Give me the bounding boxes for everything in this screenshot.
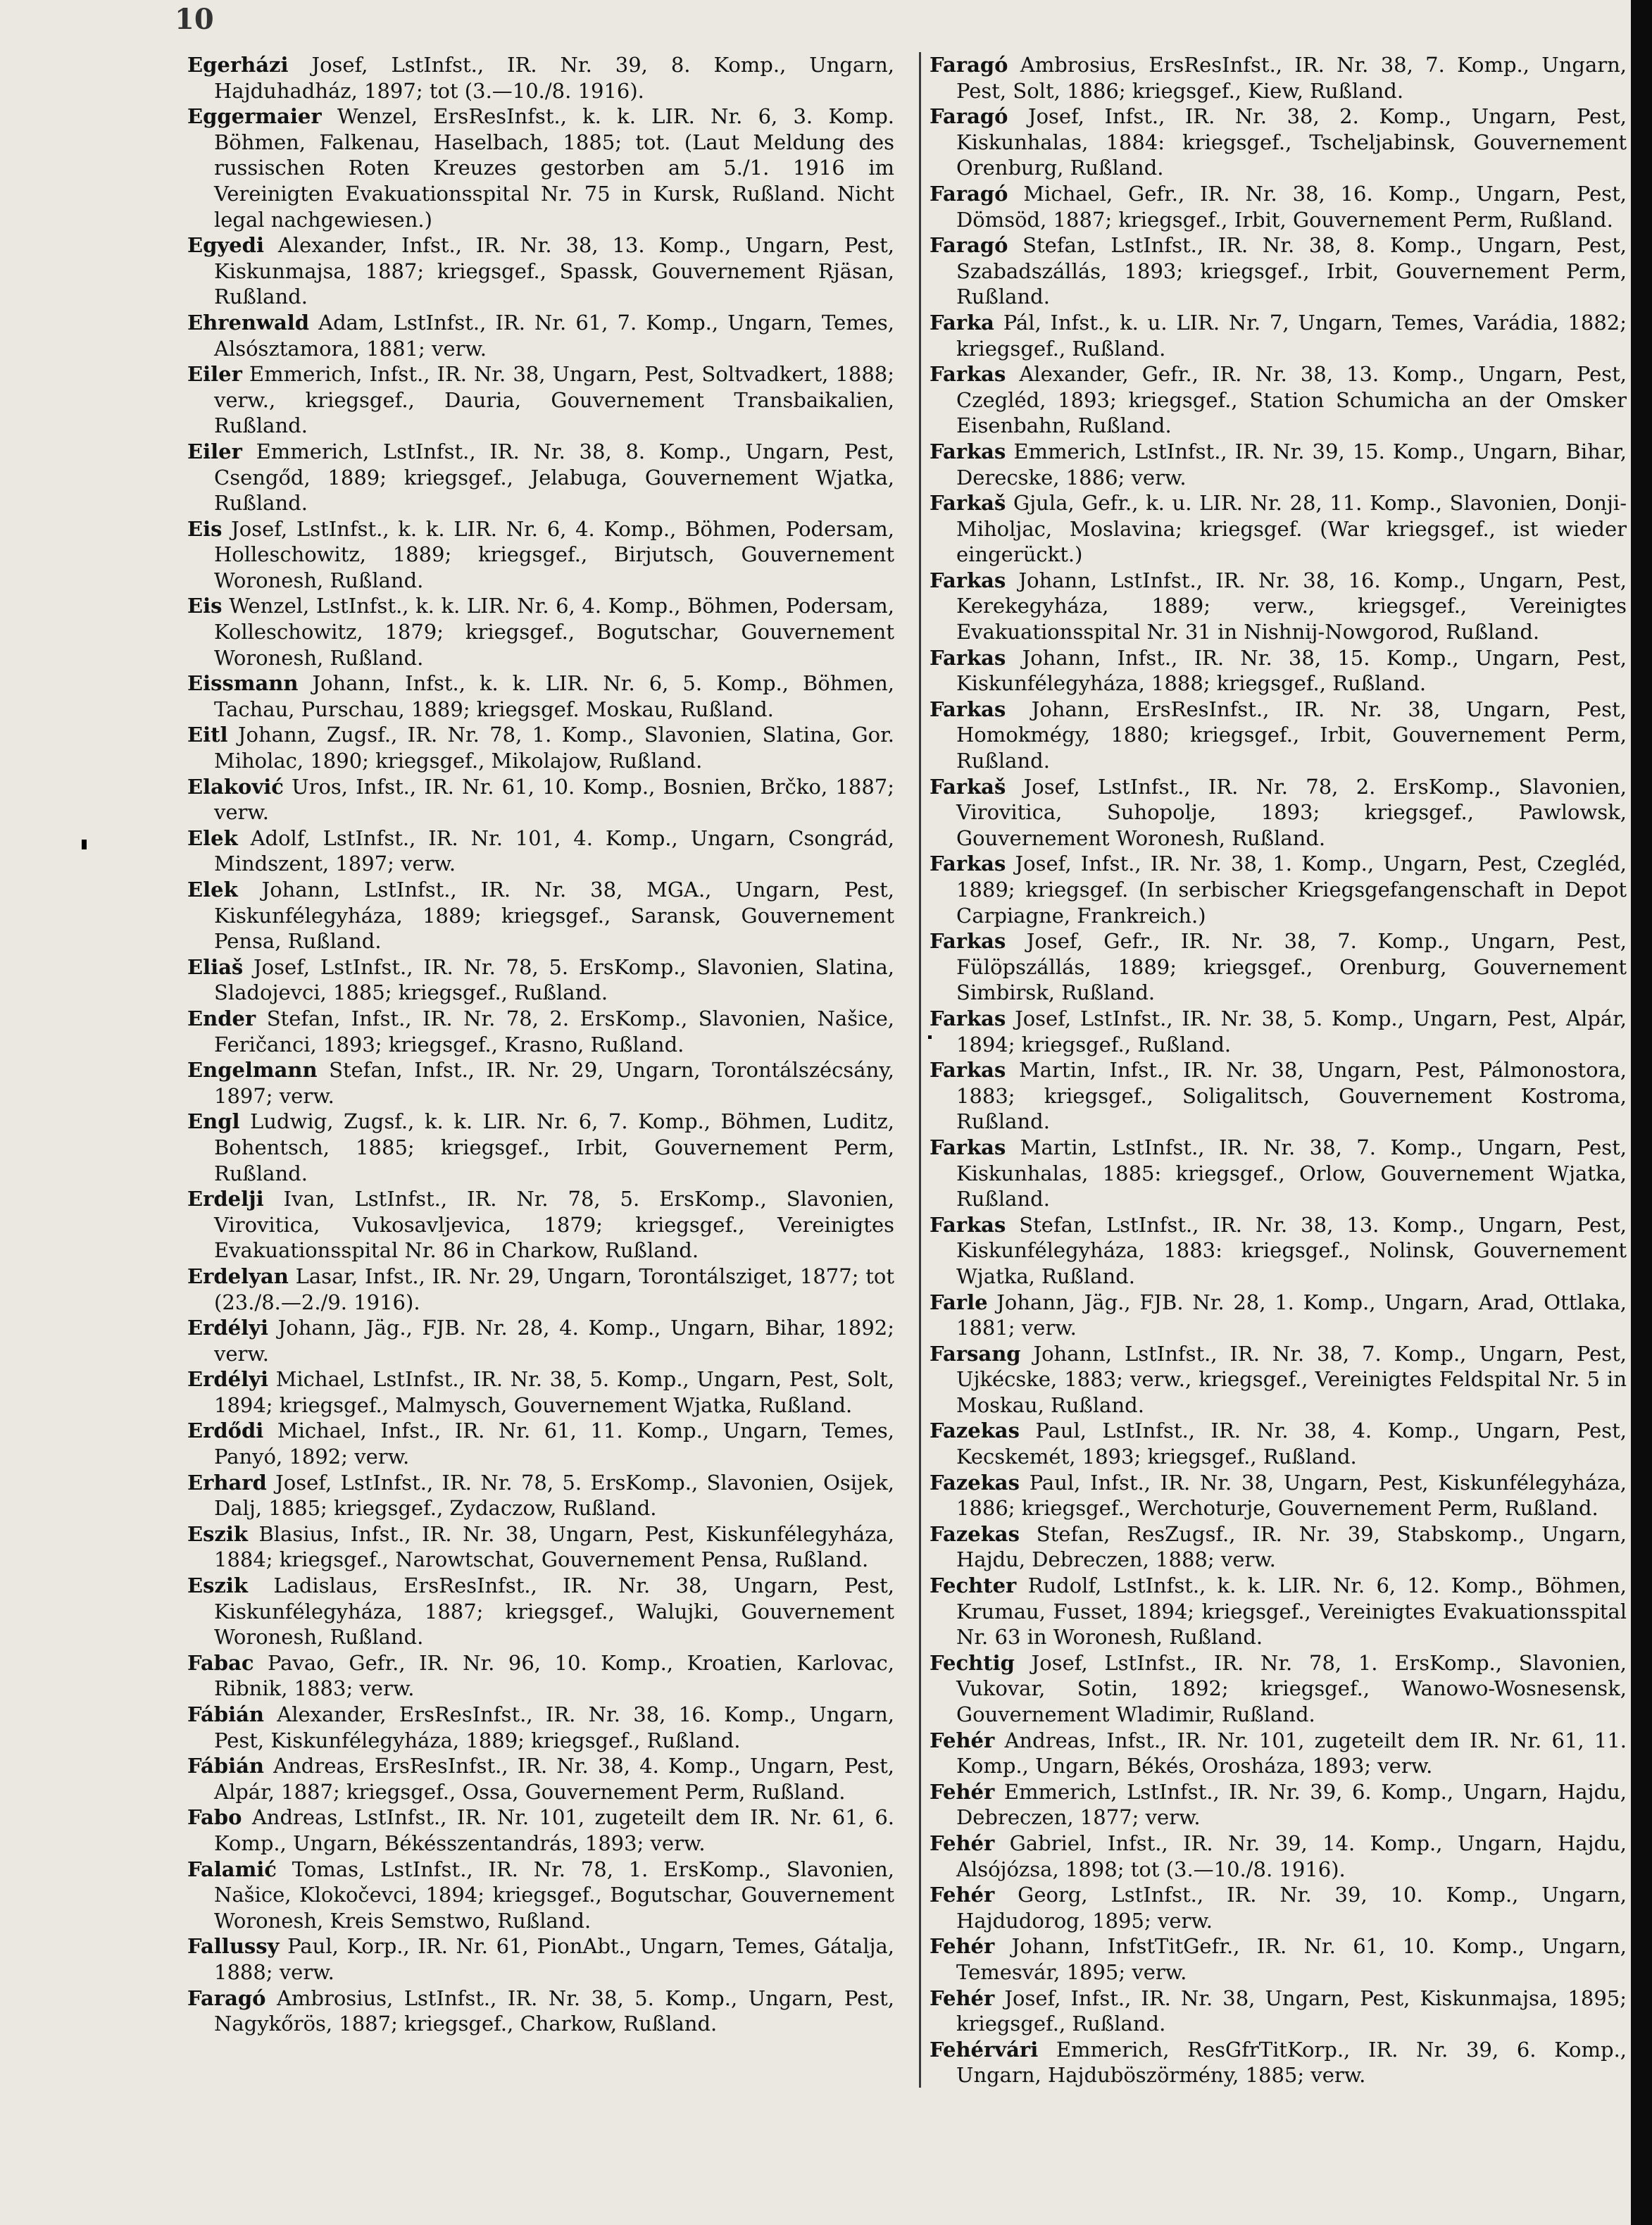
entry-surname: Erdélyi — [187, 1316, 268, 1340]
entry-details: Pavao, Gefr., IR. Nr. 96, 10. Komp., Kroatien, Karlovac, Ribnik, 1883; verw. — [214, 1650, 894, 1701]
register-entry — [930, 1728, 1627, 1779]
register-entry — [930, 361, 1627, 439]
entry-details: Josef, LstInfst., k. k. LIR. Nr. 6, 4. Komp., Böhmen, Podersam, Holleschowitz, 1889; kriegsgef., Birjutsch, Gouvernement Woronesh, Rußland. — [214, 516, 895, 592]
entry-details: Johann, InfstTitGefr., IR. Nr. 61, 10. Komp., Ungarn, Temesvár, 1895; verw. — [956, 1934, 1627, 1984]
register-entry — [187, 1933, 894, 1985]
entry-details: Paul, Korp., IR. Nr. 61, PionAbt., Ungarn, Temes, Gátalja, 1888; verw. — [214, 1934, 895, 1984]
entry-surname: Eis — [187, 594, 223, 618]
entry-surname: Fehér — [930, 1831, 995, 1855]
entry-details: Josef, LstInfst., IR. Nr. 38, 5. Komp., Ungarn, Pest, Alpár, 1894; kriegsgef., Rußland. — [956, 1006, 1627, 1057]
register-entry — [187, 1753, 894, 1805]
entry-details: Ladislaus, ErsResInfst., IR. Nr. 38, Ungarn, Pest, Kiskunfélegyháza, 1887; kriegsgef., Walujki, Gouvernement Woronesh, Rußland. — [214, 1573, 895, 1650]
register-entry — [930, 104, 1627, 181]
register-entry — [187, 722, 894, 773]
register-entry — [930, 1418, 1627, 1469]
register-entry — [187, 1857, 894, 1934]
register-entry — [930, 490, 1627, 568]
entry-surname: Eis — [187, 516, 223, 541]
entry-details: Gabriel, Infst., IR. Nr. 39, 14. Komp., Ungarn, Hajdu, Alsójózsa, 1898; tot (3.—10./8. 1916). — [956, 1831, 1627, 1881]
register-entry — [930, 52, 1627, 104]
entry-details: Ivan, LstInfst., IR. Nr. 78, 5. ErsKomp., Slavonien, Virovitica, Vukosavljevica, 1879; kriegsgef., Vereinigtes Evakuationsspital Nr. 86 in Charkow, Rußland. — [214, 1187, 895, 1263]
entry-details: Martin, LstInfst., IR. Nr. 38, 7. Komp., Ungarn, Pest, Kiskunhalas, 1885: kriegsgef., Orlow, Gouvernement Wjatka, Rußland. — [956, 1135, 1627, 1211]
scan-speck — [928, 1035, 932, 1039]
entry-surname: Fechter — [930, 1573, 1017, 1598]
register-entry — [930, 232, 1627, 310]
entry-details: Josef, LstInfst., IR. Nr. 78, 2. ErsKomp., Slavonien, Virovitica, Suhopolje, 1893; kriegsgef., Pawlowsk, Gouvernement Woronesh, Rußland. — [956, 774, 1627, 850]
entry-details: Alexander, ErsResInfst., IR. Nr. 38, 16. Komp., Ungarn, Pest, Kiskunfélegyháza, 1889; kriegsgef., Rußland. — [214, 1702, 894, 1752]
register-entry — [930, 181, 1627, 232]
entry-details: Wenzel, LstInfst., k. k. LIR. Nr. 6, 4. Komp., Böhmen, Podersam, Kolleschowitz, 1879; kriegsgef., Bogutschar, Gouvernement Woronesh, Rußland. — [214, 594, 894, 670]
entry-surname: Farkas — [930, 1212, 1006, 1237]
register-entry — [930, 1135, 1627, 1212]
entry-surname: Farkaš — [930, 491, 1006, 516]
register-entry — [930, 1212, 1627, 1290]
entry-surname: Erhard — [187, 1470, 267, 1495]
entry-surname: Eszik — [187, 1521, 249, 1546]
entry-details: Alexander, Infst., IR. Nr. 38, 13. Komp., Ungarn, Pest, Kiskunmajsa, 1887; kriegsgef., Spassk, Gouvernement Rjäsan, Rußland. — [214, 233, 894, 309]
entry-details: Emmerich, LstInfst., IR. Nr. 39, 15. Komp., Ungarn, Bihar, Derecske, 1886; verw. — [956, 439, 1627, 490]
register-entry — [187, 1521, 894, 1573]
entry-details: Emmerich, LstInfst., IR. Nr. 39, 6. Komp., Ungarn, Hajdu, Debreczen, 1877; verw. — [956, 1779, 1627, 1830]
entry-surname: Ehrenwald — [187, 310, 310, 335]
entry-details: Adolf, LstInfst., IR. Nr. 101, 4. Komp., Ungarn, Csongrád, Mindszent, 1897; verw. — [214, 825, 895, 876]
entry-details: Stefan, LstInfst., IR. Nr. 38, 8. Komp., Ungarn, Pest, Szabadszállás, 1893; kriegsgef., Irbit, Gouvernement Perm, Rußland. — [956, 233, 1627, 309]
register-entry — [187, 1186, 894, 1264]
entry-details: Josef, LstInfst., IR. Nr. 39, 8. Komp., Ungarn, Hajduhadház, 1897; tot (3.—10./8. 1916). — [214, 53, 894, 103]
entry-surname: Farkas — [930, 439, 1006, 463]
entry-surname: Farkas — [930, 929, 1006, 954]
page-number: 10 — [175, 3, 214, 36]
entry-details: Johann, LstInfst., IR. Nr. 38, MGA., Ungarn, Pest, Kiskunfélegyháza, 1889; kriegsgef., Saransk, Gouvernement Pensa, Rußland. — [214, 878, 895, 954]
entry-surname: Fehérvári — [930, 2037, 1039, 2062]
register-entry — [930, 1882, 1627, 1933]
entry-surname: Farka — [930, 310, 994, 335]
entry-surname: Engl — [187, 1109, 240, 1134]
register-entry — [187, 774, 894, 825]
register-entry — [930, 568, 1627, 645]
entry-surname: Erdelyan — [187, 1264, 289, 1288]
entry-surname: Falamić — [187, 1857, 277, 1881]
entry-details: Pál, Infst., k. u. LIR. Nr. 7, Ungarn, Temes, Varádia, 1882; kriegsgef., Rußland. — [956, 310, 1627, 361]
entry-surname: Fábián — [187, 1702, 264, 1726]
entry-surname: Egerházi — [187, 53, 289, 77]
entry-surname: Faragó — [930, 181, 1008, 206]
column-divider — [919, 52, 921, 2088]
register-entry — [930, 1470, 1627, 1521]
entry-surname: Farkas — [930, 1058, 1006, 1083]
entry-details: Paul, Infst., IR. Nr. 38, Ungarn, Pest, Kiskunfélegyháza, 1886; kriegsgef., Werchoturje, Gouvernement Perm, Rußland. — [956, 1470, 1627, 1521]
entry-surname: Farkas — [930, 852, 1006, 876]
entry-surname: Fehér — [930, 1883, 995, 1907]
entry-details: Johann, Jäg., FJB. Nr. 28, 4. Komp., Ungarn, Bihar, 1892; verw. — [214, 1316, 895, 1366]
register-entry — [187, 954, 894, 1006]
entry-surname: Fechtig — [930, 1650, 1015, 1675]
register-entry — [187, 593, 894, 671]
entry-details: Emmerich, LstInfst., IR. Nr. 38, 8. Komp., Ungarn, Pest, Csengőd, 1889; kriegsgef., Jelabuga, Gouvernement Wjatka, Rußland. — [214, 439, 894, 516]
register-entry — [187, 361, 894, 439]
register-entry — [930, 1341, 1627, 1419]
register-entry — [930, 1650, 1627, 1728]
entry-surname: Farkaš — [930, 774, 1006, 799]
register-entry — [187, 1418, 894, 1469]
register-entry — [187, 1264, 894, 1315]
register-entry — [187, 1650, 894, 1702]
register-entry — [187, 516, 894, 594]
entry-details: Georg, LstInfst., IR. Nr. 39, 10. Komp., Ungarn, Hajdudorog, 1895; verw. — [956, 1883, 1627, 1933]
entry-surname: Fehér — [930, 1934, 995, 1959]
entry-surname: Elaković — [187, 774, 284, 799]
entry-details: Wenzel, ErsResInfst., k. k. LIR. Nr. 6, 3. Komp. Böhmen, Falkenau, Haselbach, 1885; tot. (Laut Meldung des russischen Roten Kreuzes gestorben am 5./1. 1916 im Vereinigten Evakuationsspital Nr. 75 in Kursk, Rußland. Nicht legal nachgewiesen.) — [214, 104, 894, 232]
entry-details: Josef, Infst., IR. Nr. 38, Ungarn, Pest, Kiskunmajsa, 1895; kriegsgef., Rußland. — [956, 1986, 1627, 2036]
register-entry — [930, 1933, 1627, 1985]
entry-details: Andreas, Infst., IR. Nr. 101, zugeteilt dem IR. Nr. 61, 11. Komp., Ungarn, Békés, Orosháza, 1893; verw. — [956, 1728, 1627, 1778]
entry-surname: Eiler — [187, 439, 242, 463]
register-entry — [187, 1057, 894, 1109]
entry-surname: Fábián — [187, 1754, 264, 1778]
entry-surname: Eitl — [187, 723, 228, 747]
entry-surname: Ender — [187, 1006, 256, 1030]
entry-details: Rudolf, LstInfst., k. k. LIR. Nr. 6, 12. Komp., Böhmen, Krumau, Fusset, 1894; kriegsgef., Vereinigtes Evakuationsspital Nr. 63 in Woronesh, Rußland. — [956, 1573, 1627, 1650]
register-entry — [930, 774, 1627, 852]
register-entry — [930, 851, 1627, 928]
entry-details: Emmerich, Infst., IR. Nr. 38, Ungarn, Pest, Soltvadkert, 1888; verw., kriegsgef., Dauria, Gouvernement Transbaikalien, Rußland. — [214, 362, 894, 438]
entry-surname: Fabo — [187, 1805, 242, 1830]
entry-surname: Elek — [187, 825, 238, 850]
entry-surname: Faragó — [187, 1986, 266, 2010]
entry-surname: Fazekas — [930, 1521, 1020, 1546]
entry-surname: Engelmann — [187, 1058, 318, 1083]
entry-surname: Farle — [930, 1290, 988, 1314]
entry-details: Andreas, LstInfst., IR. Nr. 101, zugeteilt dem IR. Nr. 61, 6. Komp., Ungarn, Békésszentandrás, 1893; verw. — [214, 1805, 895, 1855]
scan-edge-shadow — [1631, 0, 1652, 2225]
register-entry — [930, 1006, 1627, 1057]
entry-surname: Fazekas — [930, 1470, 1020, 1495]
entry-surname: Elek — [187, 878, 238, 902]
register-entry — [187, 825, 894, 877]
entry-details: Adam, LstInfst., IR. Nr. 61, 7. Komp., Ungarn, Temes, Alsósztamora, 1881; verw. — [214, 310, 894, 361]
entry-details: Josef, Gefr., IR. Nr. 38, 7. Komp., Ungarn, Pest, Fülöpszállás, 1889; kriegsgef., Orenburg, Gouvernement Simbirsk, Rußland. — [956, 929, 1627, 1005]
entry-surname: Farkas — [930, 1135, 1006, 1159]
entry-details: Emmerich, ResGfrTitKorp., IR. Nr. 39, 6. Komp., Ungarn, Hajduböszörmény, 1885; verw. — [956, 2037, 1627, 2088]
entry-details: Stefan, ResZugsf., IR. Nr. 39, Stabskomp., Ungarn, Hajdu, Debreczen, 1888; verw. — [956, 1521, 1627, 1572]
register-entry — [930, 1779, 1627, 1831]
register-entry — [930, 1573, 1627, 1650]
entry-surname: Fehér — [930, 1728, 995, 1752]
entry-details: Stefan, Infst., IR. Nr. 29, Ungarn, Torontálszécsány, 1897; verw. — [214, 1058, 895, 1108]
register-entry — [930, 1986, 1627, 2037]
entry-details: Ludwig, Zugsf., k. k. LIR. Nr. 6, 7. Komp., Böhmen, Luditz, Bohentsch, 1885; kriegsgef., Irbit, Gouvernement Perm, Rußland. — [214, 1109, 895, 1185]
register-entry — [187, 310, 894, 361]
register-entry — [187, 232, 894, 310]
entry-details: Johann, Infst., k. k. LIR. Nr. 6, 5. Komp., Böhmen, Tachau, Purschau, 1889; kriegsgef. Moskau, Rußland. — [214, 671, 894, 721]
register-entry — [930, 2037, 1627, 2088]
entry-surname: Farkas — [930, 1006, 1006, 1030]
entry-surname: Farkas — [930, 697, 1006, 721]
entry-surname: Farkas — [930, 362, 1006, 387]
entry-details: Tomas, LstInfst., IR. Nr. 78, 1. ErsKomp., Slavonien, Našice, Klokočevci, 1894; kriegsgef., Bogutschar, Gouvernement Woronesh, Kreis Semstwo, Rußland. — [214, 1857, 894, 1933]
entry-details: Michael, LstInfst., IR. Nr. 38, 5. Komp., Ungarn, Pest, Solt, 1894; kriegsgef., Malmysch, Gouvernement Wjatka, Rußland. — [214, 1367, 895, 1417]
entry-surname: Eliaš — [187, 954, 244, 979]
register-entry — [930, 1831, 1627, 1882]
entry-surname: Egyedi — [187, 233, 264, 258]
entry-details: Stefan, Infst., IR. Nr. 78, 2. ErsKomp., Slavonien, Našice, Feričanci, 1893; kriegsgef., Krasno, Rußland. — [214, 1006, 894, 1057]
register-entry — [930, 1521, 1627, 1573]
entry-surname: Faragó — [930, 233, 1008, 258]
entry-surname: Fazekas — [930, 1419, 1020, 1443]
entry-details: Stefan, LstInfst., IR. Nr. 38, 13. Komp., Ungarn, Pest, Kiskunfélegyháza, 1883: kriegsgef., Nolinsk, Gouvernement Wjatka, Rußland. — [956, 1212, 1627, 1288]
entry-details: Josef, Infst., IR. Nr. 38, 2. Komp., Ungarn, Pest, Kiskunhalas, 1884: kriegsgef., Tscheljabinsk, Gouvernement Orenburg, Rußland. — [956, 104, 1627, 180]
entry-details: Josef, LstInfst., IR. Nr. 78, 5. ErsKomp., Slavonien, Slatina, Sladojevci, 1885; kriegsgef., Rußland. — [214, 954, 894, 1005]
right-column — [930, 52, 1627, 2088]
entry-details: Josef, LstInfst., IR. Nr. 78, 5. ErsKomp., Slavonien, Osijek, Dalj, 1885; kriegsgef., Zydaczow, Rußland. — [214, 1470, 895, 1521]
entry-surname: Erdelji — [187, 1187, 264, 1211]
register-entry — [187, 104, 894, 232]
entry-surname: Erdélyi — [187, 1367, 268, 1392]
entry-details: Blasius, Infst., IR. Nr. 38, Ungarn, Pest, Kiskunfélegyháza, 1884; kriegsgef., Narowtschat, Gouvernement Pensa, Rußland. — [214, 1521, 895, 1572]
entry-details: Ambrosius, ErsResInfst., IR. Nr. 38, 7. Komp., Ungarn, Pest, Solt, 1886; kriegsgef., Kiew, Rußland. — [956, 53, 1627, 103]
register-entry — [187, 1366, 894, 1418]
entry-surname: Eiler — [187, 362, 242, 387]
register-entry — [187, 1986, 894, 2037]
register-entry — [187, 671, 894, 722]
entry-details: Gjula, Gefr., k. u. LIR. Nr. 28, 11. Komp., Slavonien, Donji-Miholjac, Moslavina; kriegsgef. (War kriegsgef., ist wieder eingerückt.) — [956, 491, 1627, 567]
entry-surname: Fehér — [930, 1986, 995, 2010]
register-entry — [930, 310, 1627, 361]
entry-details: Johann, ErsResInfst., IR. Nr. 38, Ungarn, Pest, Homokmégy, 1880; kriegsgef., Irbit, Gouvernement Perm, Rußland. — [956, 697, 1627, 773]
entry-details: Michael, Gefr., IR. Nr. 38, 16. Komp., Ungarn, Pest, Dömsöd, 1887; kriegsgef., Irbit, Gouvernement Perm, Rußland. — [956, 181, 1627, 232]
scan-speck — [82, 840, 87, 849]
register-entry — [187, 1006, 894, 1057]
entry-surname: Eggermaier — [187, 104, 322, 129]
entry-details: Johann, LstInfst., IR. Nr. 38, 7. Komp., Ungarn, Pest, Ujkécske, 1883; verw., kriegsgef., Vereinigtes Feldspital Nr. 5 in Moskau, Rußland. — [956, 1341, 1627, 1417]
register-entry — [187, 1702, 894, 1753]
entry-details: Ambrosius, LstInfst., IR. Nr. 38, 5. Komp., Ungarn, Pest, Nagykőrös, 1887; kriegsgef., Charkow, Rußland. — [214, 1986, 894, 2036]
entry-surname: Fehér — [930, 1779, 995, 1804]
entry-details: Andreas, ErsResInfst., IR. Nr. 38, 4. Komp., Ungarn, Pest, Alpár, 1887; kriegsgef., Ossa, Gouvernement Perm, Rußland. — [214, 1754, 894, 1804]
entry-surname: Eissmann — [187, 671, 299, 696]
register-entry — [187, 1109, 894, 1186]
entry-surname: Fabac — [187, 1650, 254, 1675]
entry-surname: Faragó — [930, 104, 1008, 129]
register-entry — [187, 439, 894, 516]
entry-details: Johann, Infst., IR. Nr. 38, 15. Komp., Ungarn, Pest, Kiskunfélegyháza, 1888; kriegsgef., Rußland. — [956, 645, 1627, 696]
entry-details: Alexander, Gefr., IR. Nr. 38, 13. Komp., Ungarn, Pest, Czegléd, 1893; kriegsgef., Station Schumicha an der Omsker Eisenbahn, Rußland. — [956, 362, 1627, 438]
entry-details: Josef, LstInfst., IR. Nr. 78, 1. ErsKomp., Slavonien, Vukovar, Sotin, 1892; kriegsgef., Wanowo-Wosnesensk, Gouvernement Wladimir, Rußland. — [956, 1650, 1627, 1726]
entry-details: Martin, Infst., IR. Nr. 38, Ungarn, Pest, Pálmonostora, 1883; kriegsgef., Soligalitsch, Gouvernement Kostroma, Rußland. — [956, 1058, 1627, 1134]
entry-surname: Fallussy — [187, 1934, 280, 1959]
entry-details: Josef, Infst., IR. Nr. 38, 1. Komp., Ungarn, Pest, Czegléd, 1889; kriegsgef. (In serbischer Kriegsgefangenschaft in Depot Carpiagne, Frankreich.) — [956, 852, 1627, 928]
register-entry — [187, 1315, 894, 1366]
entry-details: Johann, Zugsf., IR. Nr. 78, 1. Komp., Slavonien, Slatina, Gor. Miholac, 1890; kriegsgef., Mikolajow, Rußland. — [214, 723, 895, 773]
register-entry — [930, 697, 1627, 774]
entry-details: Uros, Infst., IR. Nr. 61, 10. Komp., Bosnien, Brčko, 1887; verw. — [214, 774, 894, 825]
register-entry — [187, 1470, 894, 1521]
register-entry — [930, 928, 1627, 1006]
register-entry — [930, 1290, 1627, 1341]
entry-surname: Erdődi — [187, 1419, 264, 1443]
entry-details: Johann, LstInfst., IR. Nr. 38, 16. Komp., Ungarn, Pest, Kerekegyháza, 1889; verw., kriegsgef., Vereinigtes Evakuationsspital Nr. 31 in Nishnij-Nowgorod, Rußland. — [956, 568, 1627, 644]
register-entry — [187, 1573, 894, 1650]
register-entry — [930, 439, 1627, 490]
register-entry — [187, 877, 894, 954]
entry-details: Paul, LstInfst., IR. Nr. 38, 4. Komp., Ungarn, Pest, Kecskemét, 1893; kriegsgef., Rußland. — [956, 1419, 1627, 1469]
register-entry — [930, 645, 1627, 697]
entry-details: Lasar, Infst., IR. Nr. 29, Ungarn, Torontálsziget, 1877; tot (23./8.—2./9. 1916). — [214, 1264, 894, 1314]
entry-details: Johann, Jäg., FJB. Nr. 28, 1. Komp., Ungarn, Arad, Ottlaka, 1881; verw. — [956, 1290, 1627, 1340]
entry-details: Michael, Infst., IR. Nr. 61, 11. Komp., Ungarn, Temes, Panyó, 1892; verw. — [214, 1419, 895, 1469]
entry-surname: Farkas — [930, 568, 1006, 592]
entry-surname: Faragó — [930, 53, 1008, 77]
register-entry — [930, 1057, 1627, 1135]
left-column — [187, 52, 894, 2037]
entry-surname: Farsang — [930, 1341, 1021, 1366]
entry-surname: Eszik — [187, 1573, 249, 1598]
register-entry — [187, 52, 894, 104]
register-entry — [187, 1805, 894, 1856]
entry-surname: Farkas — [930, 645, 1006, 670]
